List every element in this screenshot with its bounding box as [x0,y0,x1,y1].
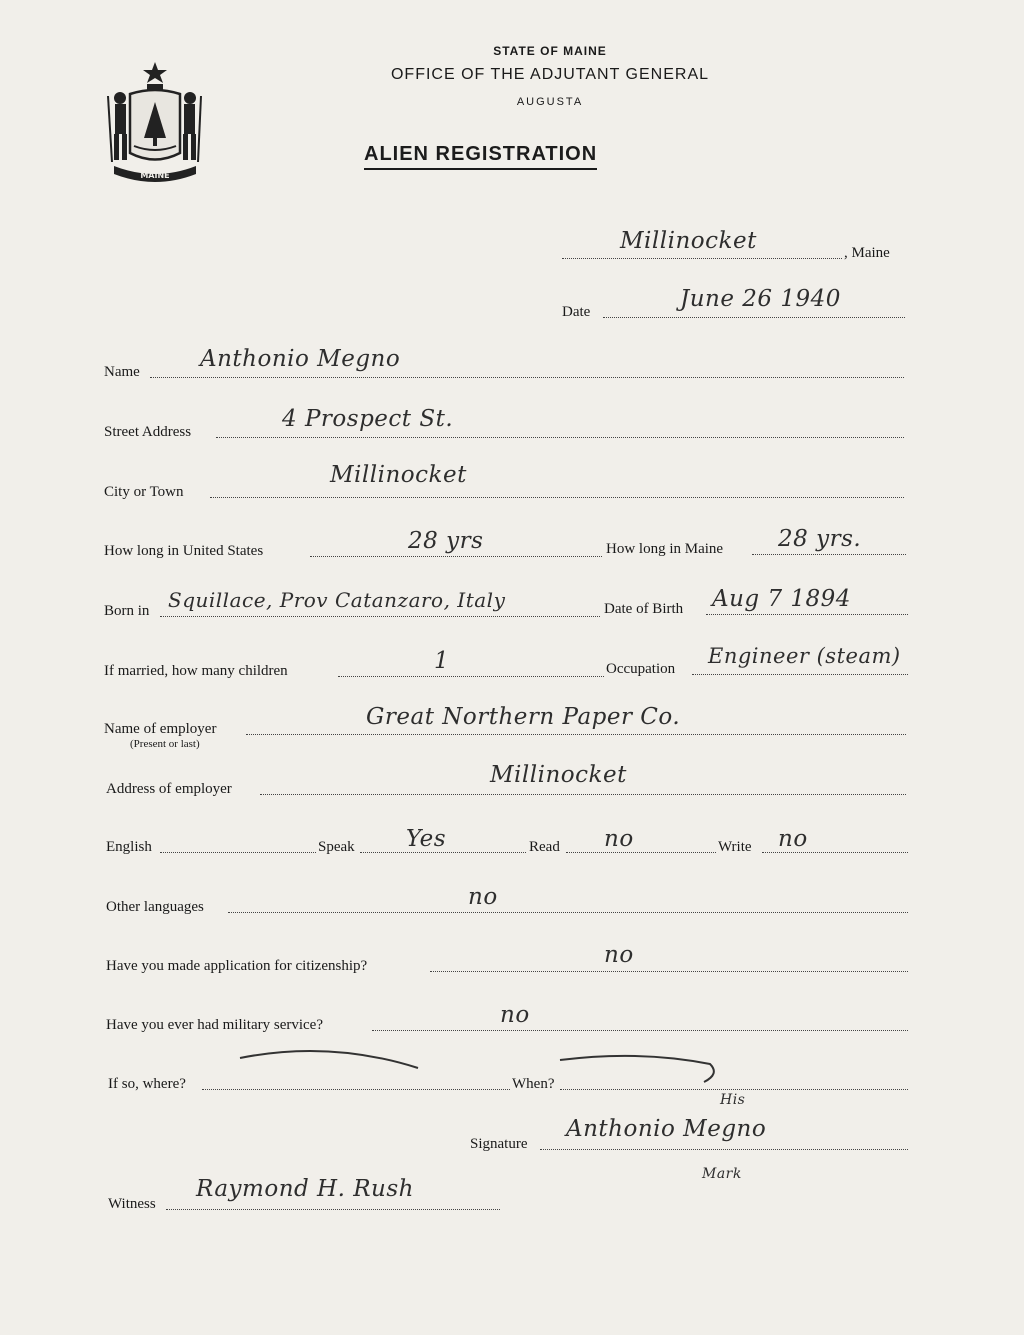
form-title: ALIEN REGISTRATION [364,143,597,170]
employer-line [246,734,906,735]
state-heading: STATE OF MAINE [493,44,607,58]
employer-sublabel: (Present or last) [130,738,200,750]
employer-label: Name of employer [104,721,217,737]
other-languages-label: Other languages [106,899,204,915]
military-service-line [372,1030,908,1031]
office-heading: OFFICE OF THE ADJUTANT GENERAL [390,66,710,83]
witness-entry: Raymond H. Rush [196,1176,414,1202]
signature-line [540,1149,908,1150]
his-annotation: His [720,1092,746,1108]
read-line [566,852,716,853]
english-line [160,852,316,853]
employer-address-line [260,794,906,795]
english-label: English [106,839,152,855]
born-in-entry: Squillace, Prov Catanzaro, Italy [168,588,506,612]
military-service-label: Have you ever had military service? [106,1017,323,1033]
occupation-entry: Engineer (steam) [708,644,901,668]
children-label: If married, how many children [104,663,288,679]
town-entry: Millinocket [620,228,757,254]
write-label: Write [718,839,752,855]
city-town-label: City or Town [104,484,184,500]
read-label: Read [529,839,560,855]
city-town-entry: Millinocket [330,462,467,488]
speak-entry: Yes [406,826,447,852]
citizenship-entry: no [604,942,634,968]
children-line [338,676,604,677]
date-line [603,317,905,318]
write-entry: no [778,826,808,852]
other-languages-line [228,912,908,913]
when-label: When? [512,1076,555,1092]
how-long-us-label: How long in United States [104,543,264,559]
maine-state-seal-icon [100,58,210,188]
write-line [762,852,908,853]
name-label: Name [104,364,140,380]
where-line [202,1089,510,1090]
city-heading: AUGUSTA [516,96,584,108]
street-address-entry: 4 Prospect St. [282,406,454,432]
citizenship-line [430,971,908,972]
other-languages-entry: no [468,884,498,910]
when-line [560,1089,908,1090]
city-town-line [210,497,904,498]
mark-annotation: Mark [702,1166,742,1182]
seal-text: MAINE [140,171,170,180]
occupation-label: Occupation [606,661,676,677]
date-label: Date [562,304,591,320]
town-line [562,258,842,259]
employer-entry: Great Northern Paper Co. [366,704,681,730]
name-entry: Anthonio Megno [200,346,401,372]
born-in-line [160,616,600,617]
children-entry: 1 [434,648,450,674]
date-of-birth-label: Date of Birth [604,601,684,617]
military-service-entry: no [500,1002,530,1028]
speak-label: Speak [318,839,355,855]
where-label: If so, where? [108,1076,186,1092]
how-long-maine-line [752,554,906,555]
date-entry: June 26 1940 [680,286,841,312]
employer-address-entry: Millinocket [490,762,627,788]
occupation-line [692,674,908,675]
maine-label: , Maine [844,245,890,261]
employer-address-label: Address of employer [106,781,232,797]
date-of-birth-line [706,614,908,615]
witness-label: Witness [108,1196,156,1212]
how-long-us-entry: 28 yrs [408,528,484,554]
speak-line [360,852,526,853]
how-long-maine-entry: 28 yrs. [778,526,862,552]
street-address-label: Street Address [104,424,192,440]
born-in-label: Born in [104,603,150,619]
name-line [150,377,904,378]
read-entry: no [604,826,634,852]
how-long-maine-label: How long in Maine [606,541,724,557]
street-address-line [216,437,904,438]
citizenship-label: Have you made application for citizenship? [106,958,368,974]
signature-label: Signature [470,1136,528,1152]
date-of-birth-entry: Aug 7 1894 [712,586,851,612]
signature-entry: Anthonio Megno [566,1116,767,1142]
how-long-us-line [310,556,602,557]
witness-line [166,1209,500,1210]
